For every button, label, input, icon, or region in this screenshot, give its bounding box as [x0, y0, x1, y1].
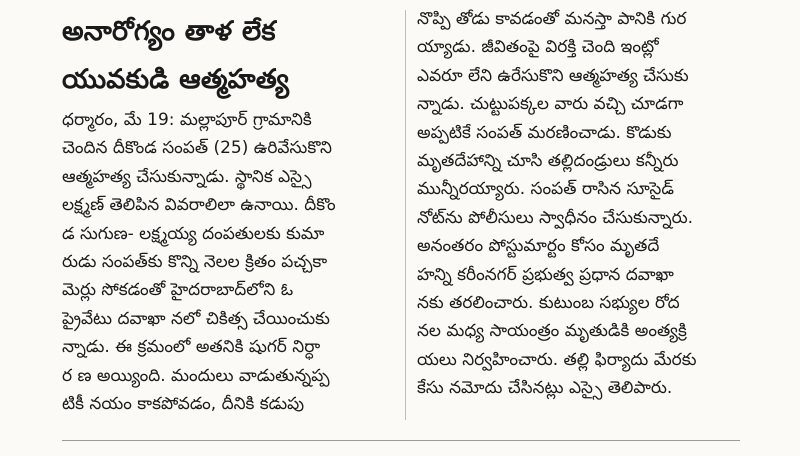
headline-line-2: యువకుడి ఆత్మహత్య — [62, 64, 290, 95]
body-line: టికీ నయం కాకపోవడం, దీనికి కడుపు — [62, 394, 305, 415]
body-line: హన్ని కరీంనగర్ ప్రభుత్వ ప్రధాన దవాఖా — [417, 264, 674, 285]
column-divider — [405, 10, 406, 420]
body-line: కేసు నమోదు చేసినట్లు ఎస్సై తెలిపారు. — [417, 378, 673, 399]
body-line: లక్ష్మణ్ తెలిపిన వివరాలిలా ఉనాయి. దీకొం — [62, 195, 336, 216]
body-line: మృతదేహాన్ని చూసి తల్లిదండ్రులు కన్నీరు — [417, 151, 679, 172]
body-line: ప్రైవేటు దవాఖా నలో చికిత్స చేయించుకు — [62, 308, 330, 329]
headline-line-1: అనారోగ్యం తాళ లేక — [62, 16, 276, 47]
right-column — [417, 8, 747, 403]
body-line: డ సుగుణ- లక్ష్మయ్య దంపతులకు కుమా — [62, 223, 325, 244]
body-line: మున్నీరయ్యారు. సంపత్ రాసిన సూసైడ్ — [417, 179, 674, 200]
body-line: నల మధ్య సాయంత్రం మృతుడికి అంత్యక్రి — [417, 321, 687, 342]
body-line: మెర్లు సోకడంతో హైదరాబాద్‌లోని ఓ — [62, 280, 294, 301]
body-line: చెందిన దీకొండ సంపత్ (25) ఉరివేసుకొని — [62, 138, 332, 159]
body-line: యలు నిర్వహించారు. తల్లి ఫిర్యాదు మేరకు — [417, 349, 697, 370]
right-column-body — [417, 5, 747, 403]
body-line: ధర్మారం, మే 19: మల్లాపూర్ గ్రామానికి — [62, 110, 312, 130]
body-line: న్నాడు. ఈ క్రమంలో అతనికి షుగర్ నిర్ధా — [62, 337, 321, 358]
body-line: నొప్పి తోడు కావడంతో మనస్తా పానికి గుర — [417, 9, 687, 29]
body-line: య్యాడు. జీవితంపై విరక్తి చెంది ఇంట్లో — [417, 37, 659, 58]
body-line: న్నాడు. చుట్టుపక్కల వారు వచ్చి చూడగా — [417, 94, 684, 115]
body-line: ఎవరూ లేని ఉరేసుకొని ఆత్మహత్య చేసుకు — [417, 65, 689, 86]
body-line: నోట్‌ను పోలీసులు స్వాధీనం చేసుకున్నారు. — [417, 207, 694, 228]
left-column-body — [62, 106, 392, 418]
bottom-rule — [62, 440, 740, 441]
body-line: నకు తరలించారు. కుటుంబ సభ్యుల రోద — [417, 293, 680, 314]
body-line: ర ణ అయ్యింది. మందులు వాడుతున్నప్ప — [62, 365, 330, 386]
body-line: అనంతరం పోస్టుమార్టం కోసం మృతదే — [417, 236, 660, 257]
left-column — [62, 8, 392, 418]
body-line: అప్పటికే సంపత్ మరణించాడు. కొడుకు — [417, 122, 672, 143]
body-line: రుడు సంపత్‌కు కొన్ని నెలల క్రితం పచ్చకా — [62, 252, 328, 273]
body-line: ఆత్మహత్య చేసుకున్నాడు. స్థానిక ఎస్సై — [62, 166, 312, 187]
newspaper-clipping — [62, 8, 752, 428]
